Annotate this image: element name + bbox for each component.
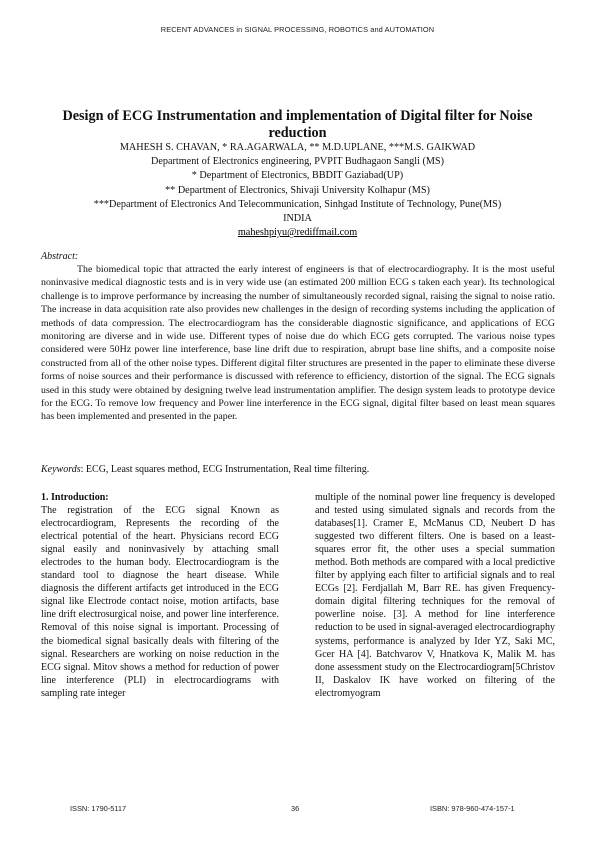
intro-paragraph-right: multiple of the nominal power line frequency is developed and tested using simulated signals and records from the databases[1]. Cramer E, McManus CD, Neubert D has suggested two different filters. One is based on a least-squares error fit, the other uses a special summation method. Both methods are compared with a local predictive filter by applying each filter to artificial signals and to real ECGs [2]. Ferdjallah M, Barr RE. has given Frequency-domain digital filtering techniques for the removal of powerline noise. [3]. A method for line interference reduction to be used in signal-averaged electrocardiography systems, performance is analyzed by Ider YZ, Saki MC, Gcer HA [4]. Batchvarov V, Hnatkova K, Malik M. has done assessment study on the Electrocardiogram[5Christov II, Daskalov IK have worked on filtering of the electromyogram [315,492,555,699]
page-footer [0,804,595,816]
affiliation: Department of Electronics engineering, PVPIT Budhagaon Sangli (MS) [151,156,444,168]
footer-isbn: ISBN: 978-960-474-157-1 [430,804,515,813]
affiliation-country: INDIA [283,213,312,225]
intro-paragraph-left: The registration of the ECG signal Known as electrocardiogram, Represents the recording of the electrical potential of the heart. Physicians record ECG signal easily and noninvasively by attaching small electrodes to the human body. Electrocardiogram is the standard tool to diagnose the heart disease. While diagnosis the different artifacts get introduced in the ECG signal like Electrode contact noise, motion artifacts, base line drift electrosurgical noise, and power line interference. Removal of this noise signal is important. Processing of the biomedical signal basically deals with filtering of the signal. Researchers are working on noise reduction in the ECG signal. Mitov shows a method for reduction of power line interference (PLI) in electrocardiograms with sampling rate integer [41,505,279,699]
section-heading: 1. Introduction: [41,492,109,503]
affiliation: * Department of Electronics, BBDIT Gaziabad(UP) [191,170,404,182]
author-block [40,141,555,240]
affiliation: ***Department of Electronics And Telecommunication, Sinhgad Institute of Technology, Pune(MS) [93,198,502,210]
left-column [41,491,279,700]
paper-title: Design of ECG Instrumentation and implementation of Digital filter for Noise reduction [62,108,533,141]
author-email-link[interactable]: maheshpiyu@rediffmail.com [237,227,358,239]
footer-issn: ISSN: 1790-5117 [70,804,127,813]
right-column [315,491,555,700]
page-number: 36 [291,804,300,813]
keywords-line [41,464,555,475]
author-names: MAHESH S. CHAVAN, * RA.AGARWALA, ** M.D.UPLANE, ***M.S. GAIKWAD [119,142,476,153]
keywords-text: : ECG, Least squares method, ECG Instrumentation, Real time filtering. [80,464,370,475]
affiliation: ** Department of Electronics, Shivaji University Kolhapur (MS) [165,184,430,196]
keywords-label: Keywords [41,464,81,475]
abstract-body [41,263,555,424]
abstract-label: Abstract: [41,251,79,262]
running-header: RECENT ADVANCES in SIGNAL PROCESSING, ROBOTICS and AUTOMATION [160,25,435,34]
abstract-text: The biomedical topic that attracted the early interest of engineers is that of electrocardiography. It is the most useful noninvasive medical diagnostic tests and is in very wide use (an estimated 200 million ECG s taken each year). Its technological challenge is to improve performance by increasing the number of simultaneously recorded signal, raising the signal to noise ratio. The increase in data acquisition rate also provides new challenges in the design of recording systems including the application of methods of data compression. The electrocardiogram has the considerable diagnostic significance, and applications of ECG monitoring are diverse and in wide use. Different types of noise due do which ECG gets corrupted. The various noise types considered were 50Hz power line interference, base line drift due to respiration, abrupt base line shifts, and a composite noise constructed from all of the other noise types. Different digital filter structures are presented in the paper to eliminate these diverse forms of noise sources and their performance is discussed with reference to efficiency, distortion of the signal. The ECG signals used in this study were obtained by designing twelve lead instrumentation amplifier. The design system leads to prototype device for the ECG. To remove low frequency and Power line interference in the ECG signal, digital filter based on least mean squares has been implemented and presented in the paper. [41,264,555,423]
